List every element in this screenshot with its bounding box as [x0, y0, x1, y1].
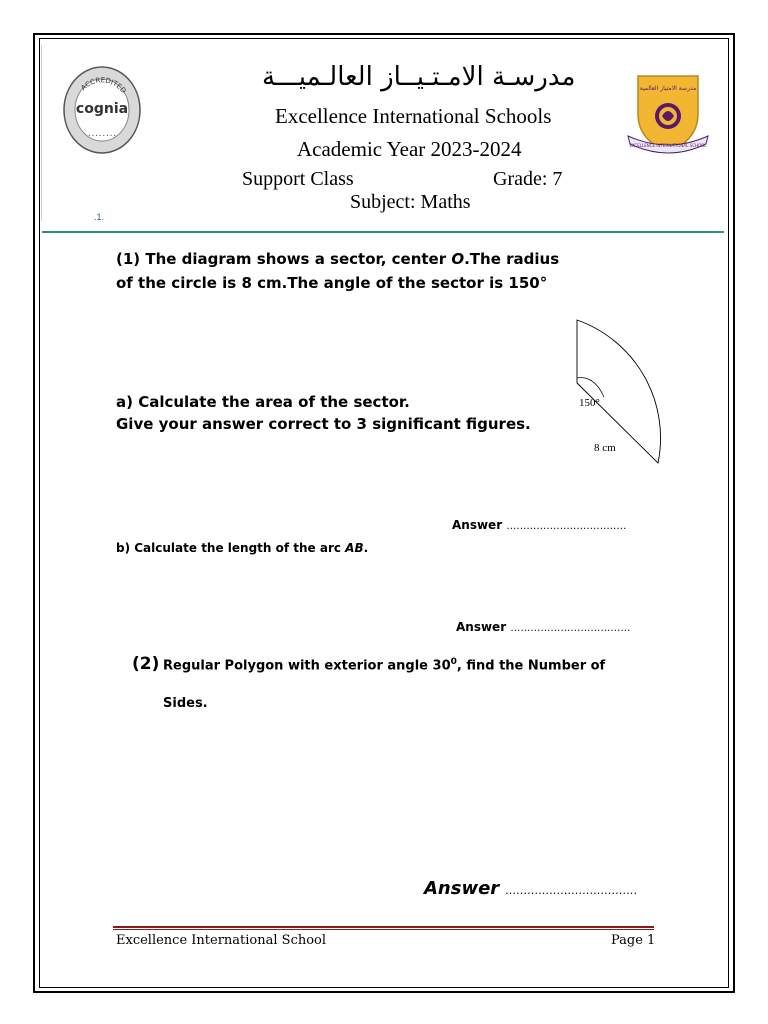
question-2-line-1: Regular Polygon with exterior angle $30^0$, find the Number of	[163, 657, 606, 674]
answer-line-1a: Answer ………………………………	[452, 518, 627, 532]
question-1-line-1: (1) The diagram shows a sector, center O.The radius	[116, 250, 560, 268]
header-separator	[42, 231, 724, 233]
subject-label: Subject: Maths	[350, 191, 471, 213]
svg-text:150°: 150°	[579, 397, 600, 409]
page-border-inner	[39, 38, 729, 988]
cognia-accreditation-logo	[62, 65, 142, 155]
answer-line-2: Answer ………………………………	[424, 878, 638, 899]
question-2-line-2: Sides.	[163, 696, 208, 711]
page-number: Page 1	[611, 933, 656, 948]
svg-text:مدرسة الامتياز العالمية: مدرسة الامتياز العالمية	[639, 85, 697, 92]
footer-school-name: Excellence International School	[116, 933, 327, 948]
question-2-number: (2)	[132, 654, 160, 674]
header-left-rule	[41, 45, 42, 221]
sector-diagram	[570, 315, 720, 465]
answer-line-1b: Answer ………………………………	[456, 620, 631, 634]
footer-rule-thin	[113, 929, 654, 930]
class-name: Support Class	[242, 168, 354, 190]
grade-label: Grade: 7	[493, 168, 563, 190]
question-1a-line-2: Give your answer correct to 3 significant figures.	[116, 415, 531, 433]
svg-text:cognia: cognia	[75, 101, 129, 117]
svg-text:EXCELLENCE INTERNATIONAL SCHOO: EXCELLENCE INTERNATIONAL SCHOOL	[629, 143, 707, 148]
academic-year: Academic Year 2023-2024	[297, 137, 522, 161]
school-crest-logo	[622, 70, 714, 158]
svg-text:• • • • • • • •: • • • • • • • •	[88, 133, 116, 138]
question-1b: b) Calculate the length of the arc AB.	[116, 541, 369, 555]
footer-rule-thick	[113, 926, 654, 928]
svg-text:8 cm: 8 cm	[594, 442, 616, 454]
header-dot: .1.	[94, 212, 105, 222]
question-1a-line-1: a) Calculate the area of the sector.	[116, 393, 410, 411]
svg-text:ACCREDITED: ACCREDITED	[79, 76, 128, 95]
arabic-school-title: مدرسـة الامـتـيــاز العالـميـــة	[262, 62, 576, 92]
question-1-line-2: of the circle is 8 cm.The angle of the sector is 150°	[116, 274, 548, 292]
school-name: Excellence International Schools	[275, 104, 552, 128]
